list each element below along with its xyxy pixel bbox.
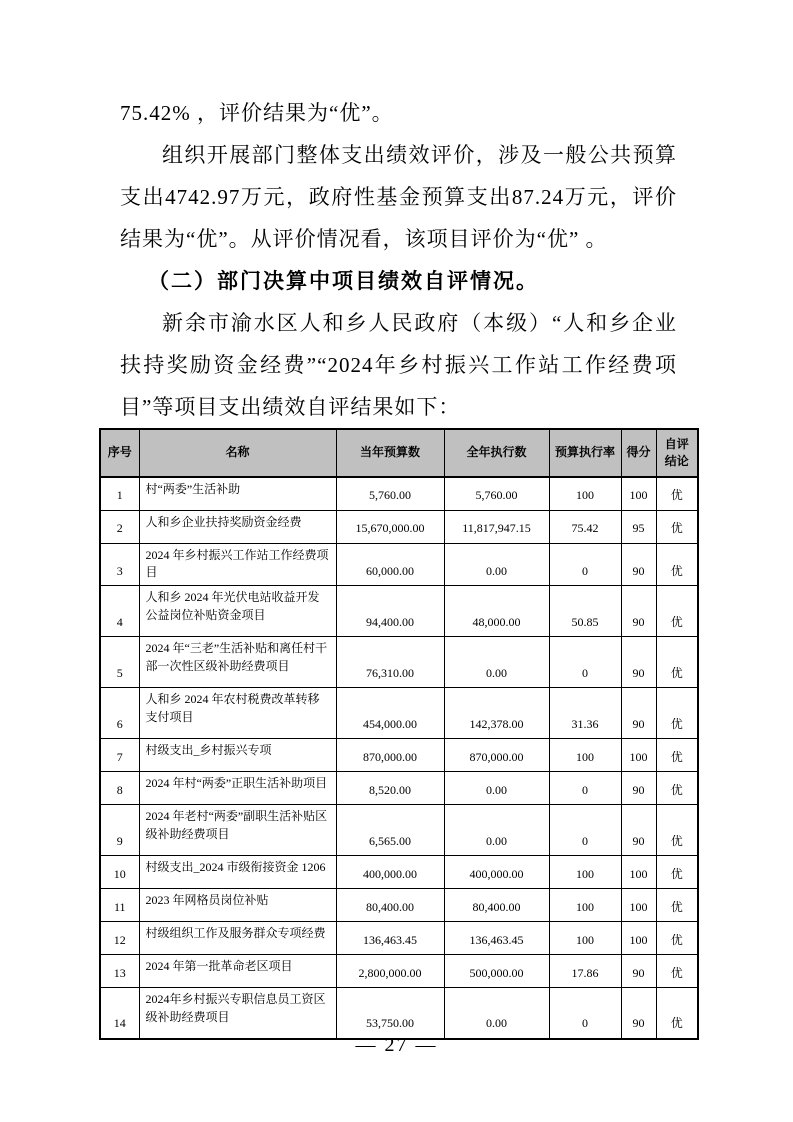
table-cell-index: 12 [100, 922, 139, 955]
table-cell-execution: 500,000.00 [444, 955, 549, 988]
header-cell-rate: 预算执行率 [549, 429, 621, 477]
table-cell-execution: 136,463.45 [444, 922, 549, 955]
table-cell-index: 8 [100, 772, 139, 805]
table-cell-index: 2 [100, 510, 139, 543]
table-cell-rate: 100 [549, 477, 621, 510]
table-header [100, 429, 698, 477]
table-cell-index: 1 [100, 477, 139, 510]
table-cell-conclusion: 优 [656, 586, 698, 637]
table-cell-score: 90 [621, 637, 656, 688]
table-cell-score: 90 [621, 586, 656, 637]
table-cell-conclusion: 优 [656, 856, 698, 889]
table-row [100, 586, 698, 637]
table-cell-execution: 11,817,947.15 [444, 510, 549, 543]
table-cell-execution: 0.00 [444, 637, 549, 688]
table-cell-rate: 100 [549, 922, 621, 955]
table-row [100, 543, 698, 586]
table-cell-score: 100 [621, 889, 656, 922]
table-cell-conclusion: 优 [656, 955, 698, 988]
table-row [100, 477, 698, 510]
table-cell-score: 95 [621, 510, 656, 543]
table-cell-score: 90 [621, 688, 656, 739]
table-cell-conclusion: 优 [656, 739, 698, 772]
header-cell-budget: 当年预算数 [336, 429, 444, 477]
table-cell-name: 人和乡 2024 年光伏电站收益开发公益岗位补贴资金项目 [139, 586, 336, 637]
table-cell-score: 90 [621, 543, 656, 586]
table-cell-budget: 53,750.00 [336, 988, 444, 1039]
table-cell-score: 90 [621, 988, 656, 1039]
table-cell-execution: 142,378.00 [444, 688, 549, 739]
table-row [100, 688, 698, 739]
header-cell-index: 序号 [100, 429, 139, 477]
table-cell-rate: 100 [549, 889, 621, 922]
table-cell-name: 2024年乡村振兴专职信息员工资区级补助经费项目 [139, 988, 336, 1039]
table-cell-budget: 5,760.00 [336, 477, 444, 510]
table-cell-rate: 75.42 [549, 510, 621, 543]
table-cell-execution: 5,760.00 [444, 477, 549, 510]
paragraph-overall-evaluation: 组织开展部门整体支出绩效评价，涉及一般公共预算支出4742.97万元，政府性基金预算支出87.24万元，评价结果为“优”。从评价情况看，该项目评价为“优” 。 [120, 143, 677, 251]
table-cell-budget: 60,000.00 [336, 543, 444, 586]
table-cell-score: 90 [621, 955, 656, 988]
table-cell-index: 13 [100, 955, 139, 988]
table-cell-index: 5 [100, 637, 139, 688]
paragraph-continuation: 75.42% ，评价结果为“优”。 [120, 101, 394, 125]
table-cell-execution: 0.00 [444, 772, 549, 805]
section-heading: （二）部门决算中项目绩效自评情况。 [148, 269, 539, 293]
table-cell-rate: 0 [549, 772, 621, 805]
table-cell-conclusion: 优 [656, 772, 698, 805]
table-cell-name: 村“两委”生活补助 [139, 477, 336, 510]
table-cell-index: 9 [100, 805, 139, 856]
table-body [100, 477, 698, 1039]
table-cell-rate: 0 [549, 805, 621, 856]
table-cell-execution: 0.00 [444, 988, 549, 1039]
table-cell-index: 3 [100, 543, 139, 586]
table-cell-index: 10 [100, 856, 139, 889]
table-cell-name: 村级支出_乡村振兴专项 [139, 739, 336, 772]
table-cell-budget: 6,565.00 [336, 805, 444, 856]
table-row [100, 889, 698, 922]
table-cell-budget: 400,000.00 [336, 856, 444, 889]
table-cell-index: 7 [100, 739, 139, 772]
table-cell-name: 人和乡 2024 年农村税费改革转移支付项目 [139, 688, 336, 739]
table-cell-name: 2024 年乡村振兴工作站工作经费项目 [139, 543, 336, 586]
table-cell-budget: 15,670,000.00 [336, 510, 444, 543]
table-row [100, 805, 698, 856]
table-cell-conclusion: 优 [656, 988, 698, 1039]
table-cell-budget: 454,000.00 [336, 688, 444, 739]
table-cell-rate: 100 [549, 739, 621, 772]
table-cell-index: 4 [100, 586, 139, 637]
self-evaluation-table [99, 428, 699, 1040]
table-row [100, 988, 698, 1039]
table-cell-conclusion: 优 [656, 477, 698, 510]
header-cell-score: 得分 [621, 429, 656, 477]
table-row [100, 772, 698, 805]
table-row [100, 955, 698, 988]
table-row [100, 922, 698, 955]
table-cell-rate: 0 [549, 543, 621, 586]
table-cell-budget: 870,000.00 [336, 739, 444, 772]
table-cell-conclusion: 优 [656, 805, 698, 856]
table-cell-budget: 136,463.45 [336, 922, 444, 955]
header-cell-name: 名称 [139, 429, 336, 477]
table-cell-rate: 0 [549, 988, 621, 1039]
table-cell-rate: 0 [549, 637, 621, 688]
table-cell-budget: 8,520.00 [336, 772, 444, 805]
table-row [100, 856, 698, 889]
page-number: — 27 — [355, 1034, 438, 1056]
table-cell-budget: 2,800,000.00 [336, 955, 444, 988]
body-text [120, 92, 677, 428]
table-cell-execution: 80,400.00 [444, 889, 549, 922]
table-cell-index: 11 [100, 889, 139, 922]
table-cell-index: 6 [100, 688, 139, 739]
table-cell-budget: 94,400.00 [336, 586, 444, 637]
table-cell-conclusion: 优 [656, 543, 698, 586]
table-cell-execution: 48,000.00 [444, 586, 549, 637]
table-cell-name: 村级组织工作及服务群众专项经费 [139, 922, 336, 955]
table-cell-score: 90 [621, 805, 656, 856]
table-row [100, 510, 698, 543]
table-cell-conclusion: 优 [656, 922, 698, 955]
header-cell-execution: 全年执行数 [444, 429, 549, 477]
table-cell-name: 2024 年第一批革命老区项目 [139, 955, 336, 988]
table-cell-conclusion: 优 [656, 889, 698, 922]
table-cell-execution: 400,000.00 [444, 856, 549, 889]
table-cell-execution: 0.00 [444, 805, 549, 856]
table-cell-budget: 80,400.00 [336, 889, 444, 922]
table-cell-budget: 76,310.00 [336, 637, 444, 688]
table-cell-index: 14 [100, 988, 139, 1039]
table-cell-name: 村级支出_2024 市级衔接资金 1206 [139, 856, 336, 889]
table-cell-name: 人和乡企业扶持奖励资金经费 [139, 510, 336, 543]
table-cell-rate: 31.36 [549, 688, 621, 739]
table-cell-score: 90 [621, 772, 656, 805]
table-cell-score: 100 [621, 922, 656, 955]
table-cell-rate: 50.85 [549, 586, 621, 637]
table-cell-name: 2024 年老村“两委”副职生活补贴区级补助经费项目 [139, 805, 336, 856]
header-cell-conclusion: 自评结论 [656, 429, 698, 477]
table-row [100, 739, 698, 772]
paragraph-intro-table: 新余市渝水区人和乡人民政府（本级）“人和乡企业扶持奖励资金经费”“2024年乡村振兴工作站工作经费项目”等项目支出绩效自评结果如下： [120, 311, 677, 419]
table-cell-score: 100 [621, 856, 656, 889]
table-cell-name: 2023 年网格员岗位补贴 [139, 889, 336, 922]
table-cell-rate: 17.86 [549, 955, 621, 988]
table-cell-score: 100 [621, 739, 656, 772]
table-cell-name: 2024 年村“两委”正职生活补助项目 [139, 772, 336, 805]
table-cell-rate: 100 [549, 856, 621, 889]
table-cell-conclusion: 优 [656, 637, 698, 688]
table-row [100, 637, 698, 688]
table-cell-execution: 0.00 [444, 543, 549, 586]
table-header-row [100, 429, 698, 477]
table-cell-conclusion: 优 [656, 688, 698, 739]
table-cell-score: 100 [621, 477, 656, 510]
table-cell-conclusion: 优 [656, 510, 698, 543]
table-cell-name: 2024 年“三老”生活补贴和离任村干部一次性区级补助经费项目 [139, 637, 336, 688]
table-cell-execution: 870,000.00 [444, 739, 549, 772]
